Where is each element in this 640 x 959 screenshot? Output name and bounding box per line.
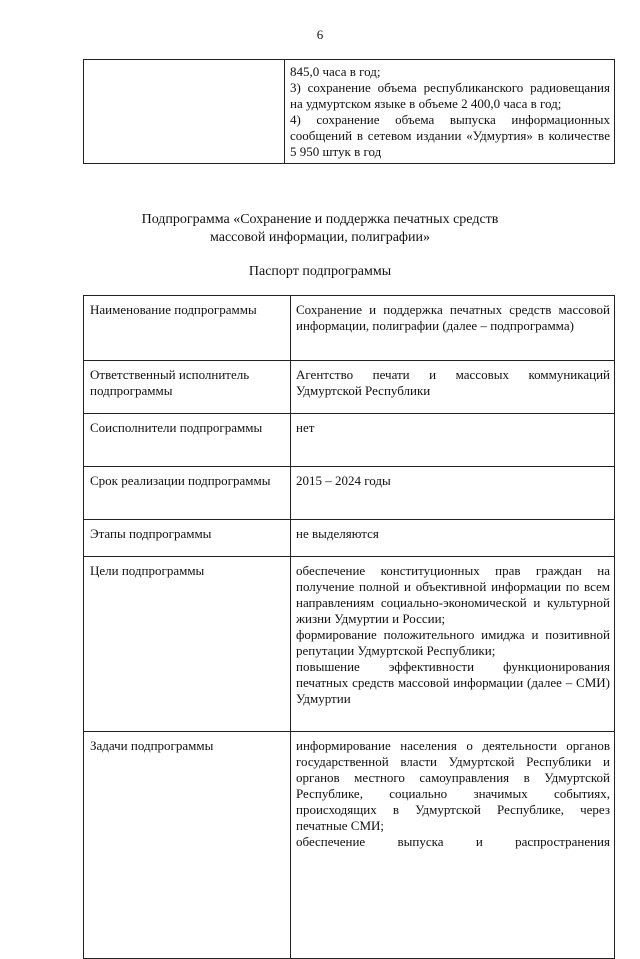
passport-value: Сохранение и поддержка печатных средств массовой информации, полиграфии (далее – подпрограмма) <box>291 296 615 361</box>
page-number: 6 <box>316 27 324 42</box>
passport-row-term <box>84 467 615 520</box>
passport-label: Наименование подпрограммы <box>84 296 291 361</box>
goal-item: формирование положительного имиджа и позитивной репутации Удмуртской Республики; <box>296 627 610 658</box>
continuation-empty-cell <box>84 60 285 164</box>
passport-row-goals <box>84 557 615 732</box>
subprogram-title-line: массовой информации, полиграфии» <box>209 230 430 245</box>
continuation-line: 3) сохранение объема республиканского радиовещания на удмуртском языке в объеме 2 400,0 часа в год; <box>290 80 610 111</box>
passport-label: Срок реализации подпрограммы <box>84 467 291 520</box>
continuation-text-cell <box>285 60 615 164</box>
subprogram-title-line: Подпрограмма «Сохранение и поддержка печатных средств <box>141 212 499 227</box>
passport-value: нет <box>291 414 615 467</box>
subprogram-title <box>0 211 640 247</box>
passport-value: не выделяются <box>291 520 615 557</box>
passport-label: Задачи подпрограммы <box>84 732 291 959</box>
passport-row-co-executors <box>84 414 615 467</box>
passport-row-tasks <box>84 732 615 959</box>
continuation-line: 845,0 часа в год; <box>290 64 381 79</box>
passport-label: Ответственный исполнитель подпрограммы <box>84 361 291 414</box>
task-item: информирование населения о деятельности органов государственной власти Удмуртской Республики и органов местного самоуправления в Удмуртской Республике, социально значимых событиях, происходящих в Удмуртской Республике, через печатные СМИ; <box>296 738 610 833</box>
passport-value: 2015 – 2024 годы <box>291 467 615 520</box>
continuation-row <box>84 60 615 164</box>
passport-title: Паспорт подпрограммы <box>248 264 392 279</box>
passport-value: Агентство печати и массовых коммуникаций Удмуртской Республики <box>291 361 615 414</box>
continuation-line: 4) сохранение объема выпуска информационных сообщений в сетевом издании «Удмуртия» в количестве 5 950 штук в год <box>290 112 610 159</box>
goal-item: обеспечение конституционных прав граждан на получение полной и объективной информации по всем направлениям социально-экономической и культурной жизни Удмуртии и России; <box>296 563 610 626</box>
passport-row-name <box>84 296 615 361</box>
passport-row-stages <box>84 520 615 557</box>
passport-label: Цели подпрограммы <box>84 557 291 732</box>
continuation-table <box>83 59 615 164</box>
task-item: обеспечение выпуска и распространения <box>296 834 610 849</box>
passport-label: Соисполнители подпрограммы <box>84 414 291 467</box>
goal-item: повышение эффективности функционирования печатных средств массовой информации (далее – СМИ) Удмуртии <box>296 659 610 706</box>
passport-row-responsible <box>84 361 615 414</box>
passport-value-tasks <box>291 732 615 959</box>
passport-label: Этапы подпрограммы <box>84 520 291 557</box>
passport-table <box>83 295 615 959</box>
passport-value-goals <box>291 557 615 732</box>
